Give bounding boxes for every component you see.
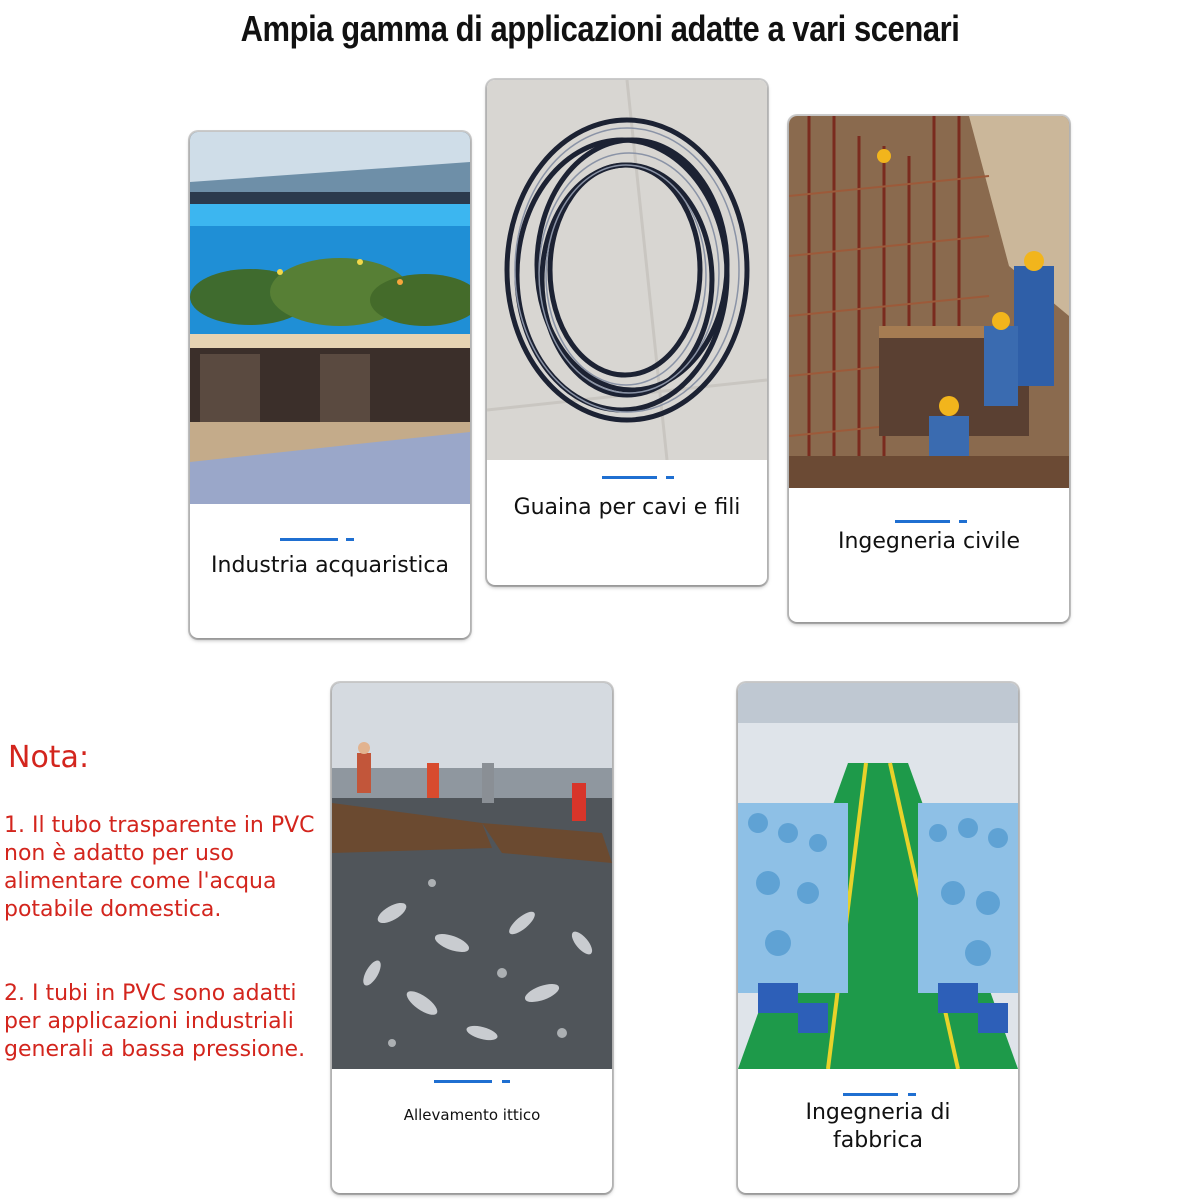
factory-floor-image bbox=[738, 683, 1018, 1069]
construction-site-image bbox=[789, 116, 1069, 488]
card-label: Ingegneria di fabbrica bbox=[805, 1100, 951, 1153]
page-title: Ampia gamma di applicazioni adatte a vari scenari bbox=[240, 8, 960, 49]
note-item-1: 1. Il tubo trasparente in PVC non è adatto per uso alimentare come l'acqua potabile domestica. bbox=[4, 813, 315, 922]
card-fish-farming bbox=[332, 683, 612, 1193]
card-accent-line bbox=[843, 1093, 918, 1096]
note-item-2: 2. I tubi in PVC sono adatti per applicazioni industriali generali a bassa pressione. bbox=[4, 981, 306, 1062]
card-label: Guaina per cavi e fili bbox=[513, 495, 741, 520]
card-aquarium bbox=[190, 132, 470, 638]
fish-farming-image bbox=[332, 683, 612, 1069]
card-accent-line bbox=[895, 520, 970, 523]
card-civil-engineering bbox=[789, 116, 1069, 622]
card-accent-line bbox=[602, 476, 677, 479]
coiled-tubing-image bbox=[487, 80, 767, 460]
card-accent-line bbox=[280, 538, 355, 541]
aquarium-image bbox=[190, 132, 470, 504]
note-title: Nota: bbox=[8, 740, 90, 775]
card-label: Allevamento ittico bbox=[403, 1106, 541, 1124]
card-label: Industria acquaristica bbox=[211, 553, 449, 578]
card-accent-line bbox=[434, 1080, 514, 1083]
card-cable-sheath bbox=[487, 80, 767, 585]
card-factory-engineering bbox=[738, 683, 1018, 1193]
card-label: Ingegneria civile bbox=[838, 529, 1020, 554]
